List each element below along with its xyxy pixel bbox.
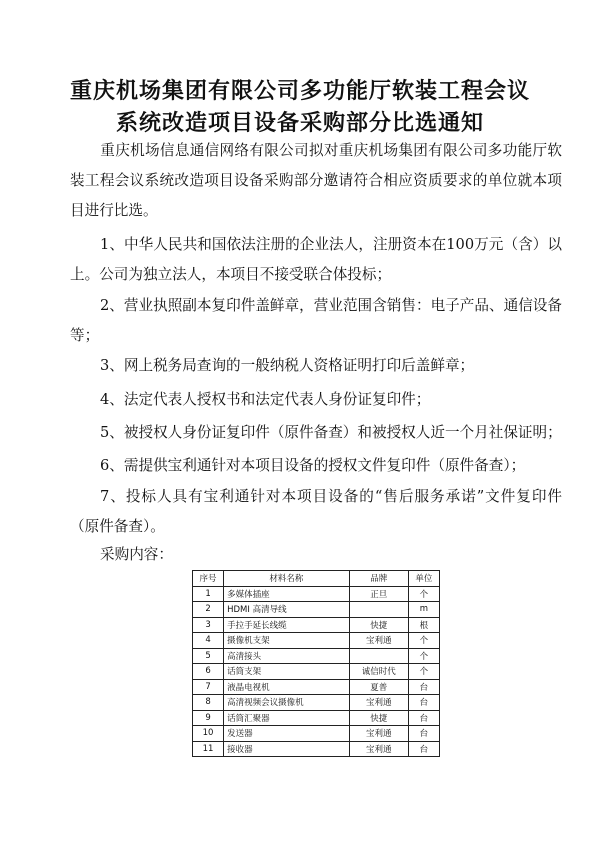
requirement-2-text: 2、营业执照副本复印件盖鲜章，营业范围含销售：电子产品、通信设备等； (70, 297, 562, 344)
cell-number: 4 (193, 633, 224, 649)
cell-unit: 台 (408, 726, 439, 742)
cell-material-name: 高清视频会议摄像机 (224, 695, 350, 711)
purchase-content-label-text: 采购内容： (100, 546, 173, 563)
requirement-5-text: 5、被授权人身份证复印件（原件备查）和被授权人近一个月社保证明； (100, 424, 562, 441)
cell-unit: 个 (408, 664, 439, 680)
cell-unit: 台 (408, 695, 439, 711)
cell-material-name: 发送器 (224, 726, 350, 742)
requirement-5 (70, 418, 562, 448)
intro-paragraph (70, 136, 562, 226)
table-row (193, 617, 440, 633)
table-row (193, 741, 440, 757)
cell-brand: 诚信时代 (349, 664, 408, 680)
cell-unit: 台 (408, 710, 439, 726)
table-row (193, 586, 440, 602)
cell-number: 9 (193, 710, 224, 726)
cell-number: 3 (193, 617, 224, 633)
cell-brand: 夏普 (349, 679, 408, 695)
cell-brand: 快捷 (349, 617, 408, 633)
cell-brand: 宝利通 (349, 741, 408, 757)
cell-unit: 个 (408, 648, 439, 664)
table-header-row (193, 571, 440, 587)
requirement-6 (70, 451, 562, 481)
requirement-7-text: 7、投标人具有宝利通针对本项目设备的“售后服务承诺”文件复印件（原件备查）。 (70, 488, 562, 535)
cell-brand: 宝利通 (349, 726, 408, 742)
cell-material-name: 高清接头 (224, 648, 350, 664)
requirement-1 (70, 230, 562, 290)
purchase-content-label (70, 540, 562, 570)
cell-material-name: HDMI 高清导线 (224, 602, 350, 618)
header-unit: 单位 (408, 571, 439, 587)
cell-unit: 台 (408, 679, 439, 695)
intro-text: 重庆机场信息通信网络有限公司拟对重庆机场集团有限公司多功能厅软装工程会议系统改造项目设备采购部分邀请符合相应资质要求的单位就本项目进行比选。 (70, 142, 562, 219)
document-title-line-1: 重庆机场集团有限公司多功能厅软装工程会议 (69, 79, 530, 104)
cell-brand (349, 648, 408, 664)
header-brand: 品牌 (349, 571, 408, 587)
cell-brand: 正旦 (349, 586, 408, 602)
cell-number: 5 (193, 648, 224, 664)
requirement-6-text: 6、需提供宝利通针对本项目设备的授权文件复印件（原件备查）； (100, 457, 526, 474)
cell-material-name: 液晶电视机 (224, 679, 350, 695)
requirement-2 (70, 291, 562, 351)
requirement-4 (70, 385, 562, 415)
table-row (193, 602, 440, 618)
cell-number: 11 (193, 741, 224, 757)
cell-number: 8 (193, 695, 224, 711)
cell-brand: 宝利通 (349, 633, 408, 649)
cell-unit: 台 (408, 741, 439, 757)
cell-material-name: 接收器 (224, 741, 350, 757)
cell-material-name: 手拉手延长线缆 (224, 617, 350, 633)
cell-brand: 快捷 (349, 710, 408, 726)
cell-number: 10 (193, 726, 224, 742)
cell-brand (349, 602, 408, 618)
materials-table (192, 570, 440, 757)
header-number: 序号 (193, 571, 224, 587)
requirement-3 (70, 351, 562, 381)
table-row (193, 679, 440, 695)
header-material-name: 材料名称 (224, 571, 350, 587)
cell-material-name: 话筒支架 (224, 664, 350, 680)
cell-unit: 根 (408, 617, 439, 633)
cell-number: 1 (193, 586, 224, 602)
cell-material-name: 话筒汇聚器 (224, 710, 350, 726)
table-row (193, 710, 440, 726)
requirement-3-text: 3、网上税务局查询的一般纳税人资格证明打印后盖鲜章； (100, 357, 475, 374)
requirement-1-text: 1、中华人民共和国依法注册的企业法人，注册资本在100万元（含）以上。公司为独立法人，本项目不接受联合体投标； (70, 236, 562, 283)
table-row (193, 726, 440, 742)
table-row (193, 633, 440, 649)
cell-material-name: 多媒体插座 (224, 586, 350, 602)
cell-material-name: 摄像机支架 (224, 633, 350, 649)
requirement-4-text: 4、法定代表人授权书和法定代表人身份证复印件； (100, 391, 431, 408)
cell-brand: 宝利通 (349, 695, 408, 711)
cell-unit: 个 (408, 586, 439, 602)
document-title-line-2: 系统改造项目设备采购部分比选通知 (115, 111, 484, 136)
requirement-7 (70, 482, 562, 542)
cell-number: 7 (193, 679, 224, 695)
cell-unit: 个 (408, 633, 439, 649)
table-row (193, 648, 440, 664)
table-row (193, 664, 440, 680)
cell-number: 2 (193, 602, 224, 618)
table-row (193, 695, 440, 711)
cell-number: 6 (193, 664, 224, 680)
cell-unit: m (408, 602, 439, 618)
